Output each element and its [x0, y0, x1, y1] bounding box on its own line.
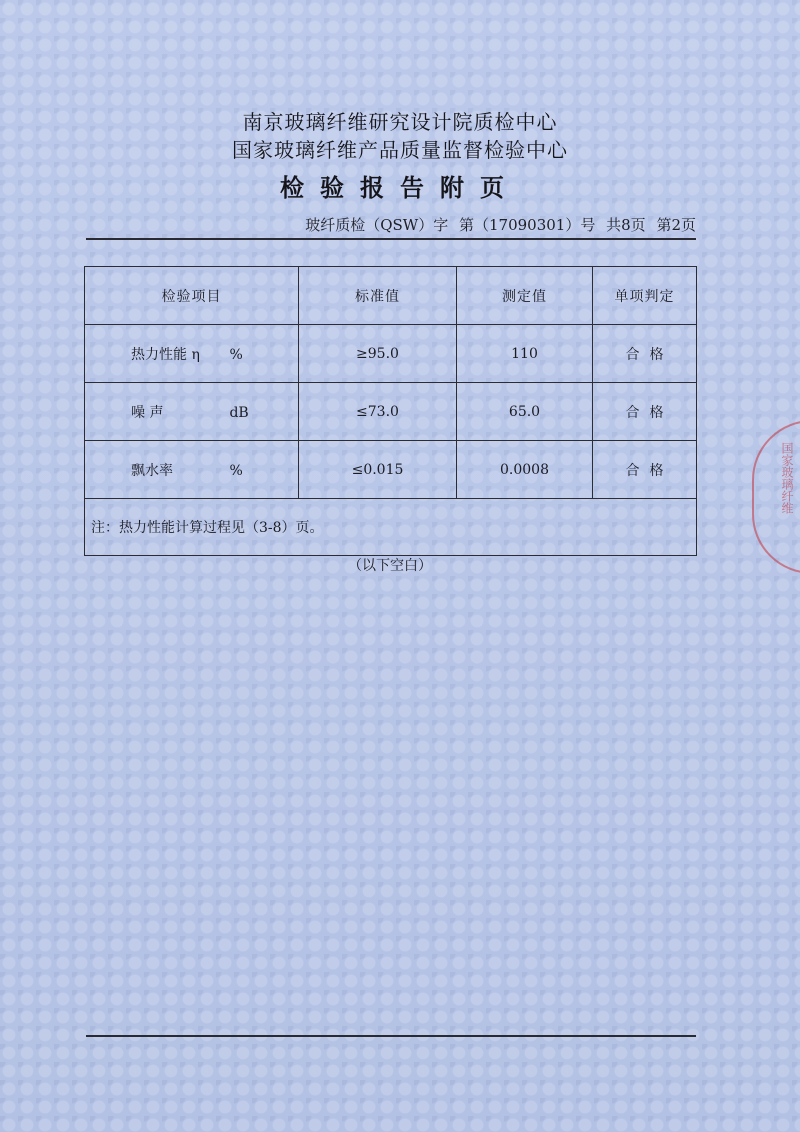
report-number: 第（17090301）号: [458, 216, 596, 234]
verdict-value: 合格: [593, 441, 697, 499]
seal-text: 国家玻璃纤维: [780, 442, 794, 514]
standard-value: ≥95.0: [299, 325, 457, 383]
table-row: [85, 441, 697, 499]
org-name-line-1: 南京玻璃纤维研究设计院质检中心: [242, 110, 558, 134]
item-name: 热力性能 η: [131, 346, 200, 363]
item-cell: [85, 441, 299, 499]
blank-below-note: （以下空白）: [348, 558, 432, 574]
footer-divider: [86, 1035, 696, 1037]
standard-value: ≤73.0: [299, 383, 457, 441]
page-title: 检验报告附页: [280, 173, 520, 202]
measured-value: 110: [457, 325, 593, 383]
org-name-line-2: 国家玻璃纤维产品质量监督检验中心: [232, 138, 568, 162]
standard-value: ≤0.015: [299, 441, 457, 499]
item-cell: [85, 383, 299, 441]
table-note: 注：热力性能计算过程见（3-8）页。: [85, 499, 697, 556]
report-reference: [86, 214, 696, 236]
table-row: [85, 383, 697, 441]
column-header-standard: 标准值: [299, 267, 457, 325]
column-header-item: 检验项目: [85, 267, 299, 325]
results-table: [84, 266, 697, 556]
item-name: 噪 声: [131, 404, 164, 421]
header-divider: [86, 238, 696, 240]
table-row: [85, 325, 697, 383]
total-pages: 共8页: [606, 216, 646, 234]
column-header-measured: 测定值: [457, 267, 593, 325]
verdict-value: 合格: [593, 325, 697, 383]
report-prefix: 玻纤质检（QSW）字: [305, 216, 449, 234]
item-unit: %: [229, 462, 243, 479]
table-note-row: [85, 499, 697, 556]
verdict-value: 合格: [593, 383, 697, 441]
current-page: 第2页: [656, 216, 696, 234]
column-header-verdict: 单项判定: [593, 267, 697, 325]
item-unit: dB: [229, 404, 249, 421]
report-header: [0, 108, 800, 204]
item-name: 飘水率: [131, 462, 173, 479]
table-header-row: [85, 267, 697, 325]
item-cell: [85, 325, 299, 383]
item-unit: %: [229, 346, 243, 363]
measured-value: 0.0008: [457, 441, 593, 499]
measured-value: 65.0: [457, 383, 593, 441]
